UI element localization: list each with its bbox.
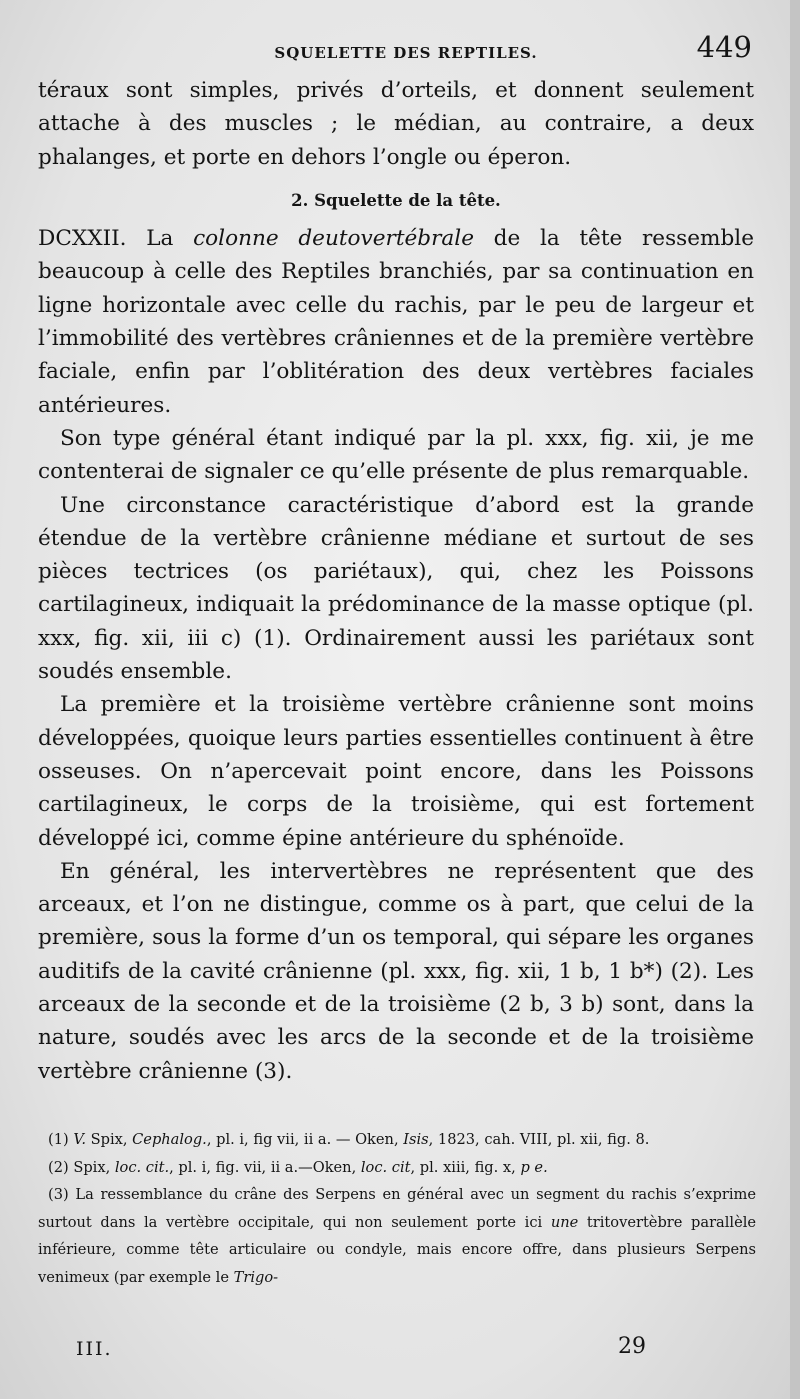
section-heading: 2. Squelette de la tête.	[291, 190, 501, 210]
footnote-text: Spix,	[73, 1158, 111, 1176]
paragraph-text: La	[146, 226, 174, 252]
footnote-italic: loc. cit	[360, 1158, 411, 1176]
footnote-italic: loc. cit.	[114, 1158, 170, 1176]
footnote-text: , pl. i, fig vii, ii a. — Oken,	[206, 1131, 399, 1148]
paragraph-circonstance: Une circonstance caractéristique d’abord est la grande étendue de la vertèbre crânienne médiane et surtout de ses pièces tectrices (os pariétaux), qui, chez les Poissons cartilagineux, indiquait la prédominance de la masse optique (pl. xxx, fig. xii, iii c) (1). Ordinairement aussi les pariétaux sont soudés ensemble.	[38, 492, 754, 685]
continuation-paragraph: téraux sont simples, privés d’orteils, et donnent seulement attache à des muscles ; le médian, au contraire, a deux phalanges, et porte en dehors l’ongle ou éperon.	[38, 78, 754, 170]
footnote-text: , 1823, cah. VIII, pl. xii, fig. 8.	[428, 1131, 650, 1148]
running-title: SQUELETTE DES REPTILES.	[274, 44, 538, 62]
footnote-text: La ressemblance du crâne des Serpens en général avec un segment du rachis s’exprime surtout dans la vertèbre occipitale, qui non seulement porte ici	[38, 1186, 756, 1231]
footnote-2	[38, 1154, 756, 1182]
footnote-3	[38, 1181, 756, 1291]
italic-term: colonne deutovertébrale	[193, 226, 474, 252]
footnotes	[38, 1126, 756, 1291]
paragraph-dcxxii	[38, 222, 754, 422]
paragraph-premiere-troisieme: La première et la troisième vertèbre crânienne sont moins développées, quoique leurs parties essentielles continuent à être osseuses. On n’apercevait point encore, dans les Poissons cartilagineux, le corps de la troisième, qui est fortement développé ici, comme épine antérieure du sphénoïde.	[38, 692, 754, 851]
footnote-italic: V.	[73, 1131, 86, 1148]
paragraph-type-general: Son type général étant indiqué par la pl. xxx, fig. xii, je me contenterai de signaler ce qu’elle présente de plus remarquable.	[38, 425, 754, 485]
footnote-italic: Isis	[403, 1131, 429, 1148]
footnote-mark: (2)	[48, 1158, 69, 1176]
paragraph-intervertebres: En général, les intervertèbres ne représentent que des arceaux, et l’on ne distingue, comme os à part, que celui de la première, sous la forme d’un os temporal, qui sépare les organes auditifs de la cavité crânienne (pl. xxx, fig. xii, 1 b, 1 b*) (2). Les arceaux de la seconde et de la troisième (2 b, 3 b) sont, dans la nature, soudés avec les arcs de la seconde et de la troisième vertèbre crânienne (3).	[38, 858, 754, 1084]
main-text	[38, 74, 754, 1088]
footnote-italic: une	[550, 1213, 579, 1231]
running-head	[30, 28, 782, 68]
footnote-text: , pl. xiii, fig. x,	[410, 1158, 516, 1176]
footnote-text: tritovertèbre parallèle inférieure, comme tête articulaire ou condyle, mais encore offre, dans plusieurs Serpens venimeux (par exemple le	[38, 1213, 757, 1286]
footnote-italic: Trigo-	[233, 1268, 279, 1286]
footnote-mark: (1)	[48, 1131, 69, 1148]
sheet-number: 29	[618, 1334, 646, 1359]
article-number: DCXXII.	[38, 226, 127, 252]
footnote-mark: (3)	[48, 1186, 69, 1203]
page-number: 449	[696, 30, 752, 64]
footnote-1	[38, 1126, 756, 1154]
footnote-text: , pl. i, fig. vii, ii a.—Oken,	[169, 1158, 357, 1176]
signature-mark: III.	[76, 1338, 113, 1360]
footnote-text: Spix,	[90, 1131, 128, 1148]
footnote-italic: p e.	[520, 1158, 548, 1176]
paragraph-text: de la tête ressemble beaucoup à celle des Reptiles branchiés, par sa continuation en ligne horizontale avec celle du rachis, par le peu de largeur et l’immobilité des vertèbres crâniennes et de la première vertèbre faciale, enfin par l’oblitération des deux vertèbres faciales antérieures.	[38, 226, 754, 418]
footnote-italic: Cephalog.	[132, 1131, 207, 1148]
